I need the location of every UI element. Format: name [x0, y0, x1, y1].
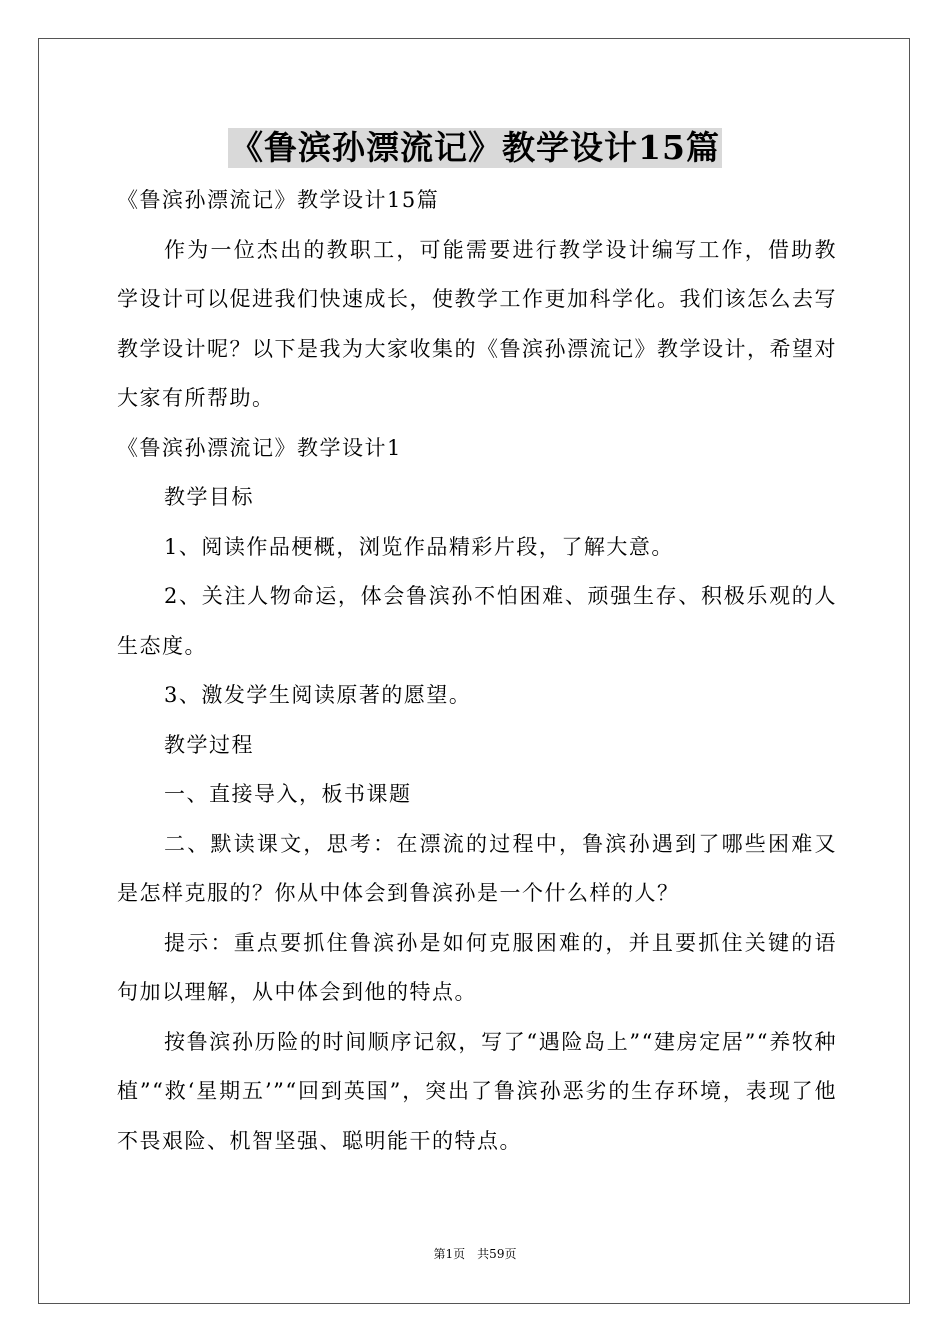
- paragraph-4: 1、阅读作品梗概，浏览作品精彩片段，了解大意。: [164, 534, 674, 559]
- paragraph-2: 《鲁滨孙漂流记》教学设计1: [117, 435, 402, 460]
- paragraph-5: 2、关注人物命运，体会鲁滨孙不怕困难、顽强生存、积极乐观的人生态度。: [117, 584, 837, 658]
- paragraph-0: 《鲁滨孙漂流记》教学设计15篇: [117, 188, 440, 212]
- page-footer: 第1页 共59页: [433, 1247, 517, 1261]
- paragraph-8: 一、直接导入，板书课题: [164, 782, 412, 806]
- paragraph-9: 二、默读课文，思考：在漂流的过程中，鲁滨孙遇到了哪些困难又是怎样克服的？你从中体会到鲁滨孙是一个什么样的人？: [117, 831, 837, 905]
- paragraph-1: 作为一位杰出的教职工，可能需要进行教学设计编写工作，借助教学设计可以促进我们快速成长，使教学工作更加科学化。我们该怎么去写教学设计呢？以下是我为大家收集的《鲁滨孙漂流记》教学设计，希望对大家有所帮助。: [117, 237, 837, 410]
- paragraph-3: 教学目标: [164, 485, 254, 509]
- paragraph-10: 提示：重点要抓住鲁滨孙是如何克服困难的，并且要抓住关键的语句加以理解，从中体会到他的特点。: [117, 930, 837, 1004]
- document-body: [117, 176, 837, 1166]
- paragraph-11: 按鲁滨孙历险的时间顺序记叙，写了“遇险岛上”“建房定居”“养牧种植”“救‘星期五’”“回到英国”，突出了鲁滨孙恶劣的生存环境，表现了他不畏艰险、机智坚强、聪明能干的特点。: [117, 1029, 837, 1153]
- paragraph-6: 3、激发学生阅读原著的愿望。: [164, 683, 472, 707]
- document-title: 《鲁滨孙漂流记》教学设计15篇: [230, 128, 720, 167]
- paragraph-7: 教学过程: [164, 732, 254, 757]
- title-container: [0, 128, 950, 168]
